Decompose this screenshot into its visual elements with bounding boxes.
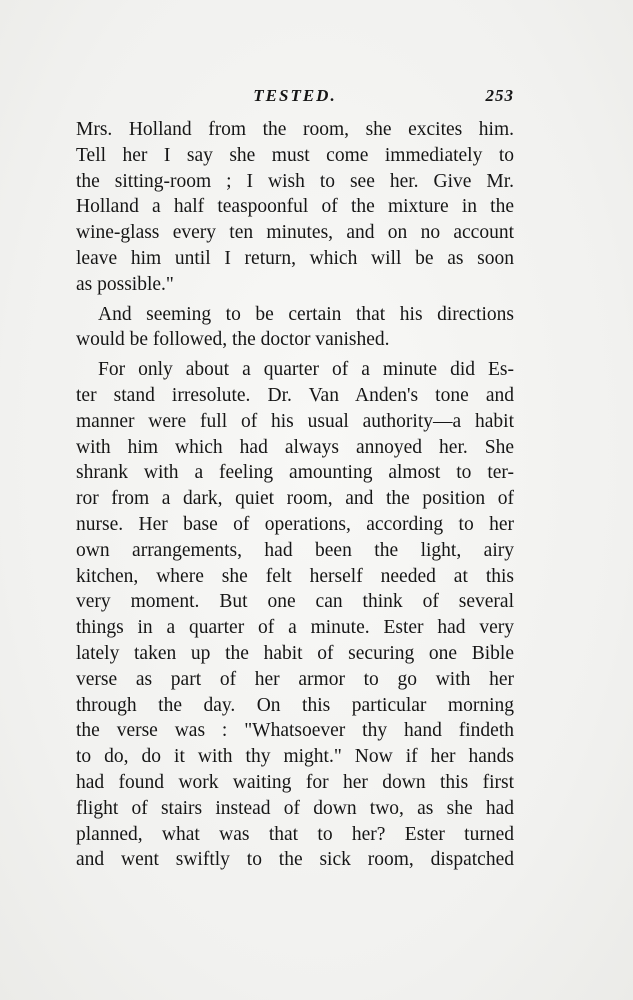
text-line: planned, what was that to her? Ester turned [76,823,514,845]
text-line: as possible." [76,273,174,295]
text-line: things in a quarter of a minute. Ester had very [76,617,514,639]
paragraph [76,302,514,354]
body-text [76,117,514,873]
text-line: verse as part of her armor to go with her [76,668,514,690]
running-title: TESTED. [253,86,337,105]
text-line: Mrs. Holland from the room, she excites him. [76,119,514,140]
text-line: the verse was : "Whatsoever thy hand findeth [76,720,514,742]
text-line: For only about a quarter of a minute did Es- [98,359,514,381]
text-line: wine-glass every ten minutes, and on no account [76,222,514,244]
text-line: through the day. On this particular morning [76,694,514,716]
text-line: very moment. But one can think of several [76,591,514,613]
text-line: own arrangements, had been the light, airy [76,539,514,561]
text-line: to do, do it with thy might." Now if her hands [76,746,514,768]
text-line: and went swiftly to the sick room, dispatched [76,849,514,871]
text-line: nurse. Her base of operations, according to her [76,513,514,535]
text-line: lately taken up the habit of securing one Bible [76,642,514,664]
paragraph [76,357,514,873]
text-line: shrank with a feeling amounting almost to ter- [76,462,514,484]
text-line: leave him until I return, which will be as soon [76,247,514,269]
text-line: had found work waiting for her down this first [76,771,514,793]
text-line: kitchen, where she felt herself needed at this [76,565,514,587]
page-number: 253 [485,86,514,105]
text-line: ror from a dark, quiet room, and the position of [76,488,514,510]
text-line: the sitting-room ; I wish to see her. Give Mr. [76,170,514,192]
running-head [76,86,514,108]
text-line: would be followed, the doctor vanished. [76,329,390,351]
text-line: with him which had always annoyed her. She [76,436,514,458]
paragraph [76,117,514,298]
text-line: Tell her I say she must come immediately to [76,144,514,166]
text-line: Holland a half teaspoonful of the mixture in the [76,196,514,218]
text-line: ter stand irresolute. Dr. Van Anden's tone and [76,384,514,406]
text-line: And seeming to be certain that his directions [98,303,514,325]
text-line: flight of stairs instead of down two, as she had [76,797,514,819]
text-line: manner were full of his usual authority—a habit [76,410,514,432]
